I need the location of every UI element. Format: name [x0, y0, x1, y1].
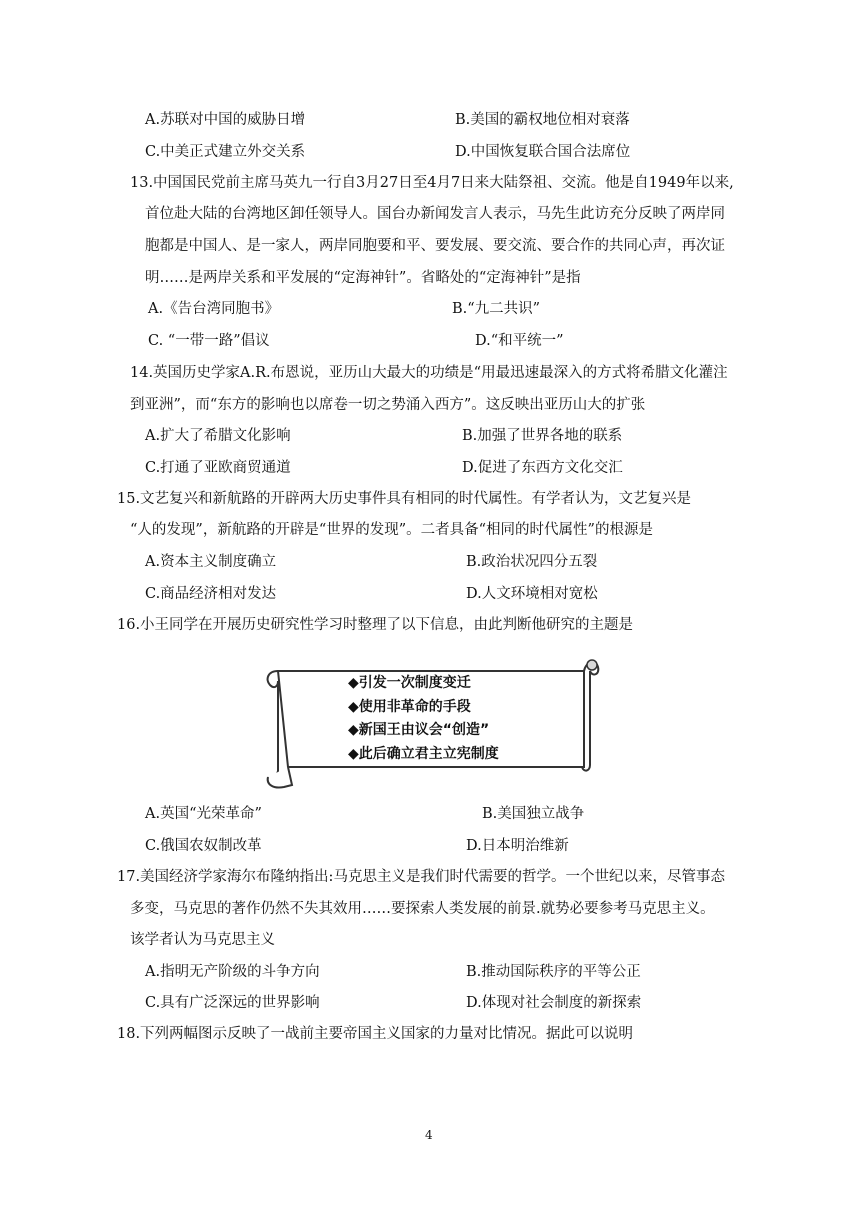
q12-option-b: B.美国的霸权地位相对衰落 — [455, 112, 630, 128]
q16-option-c: C.俄国农奴制改革 — [145, 838, 262, 854]
q15-option-a: A.资本主义制度确立 — [145, 554, 277, 570]
q12-option-d: D.中国恢复联合国合法席位 — [455, 144, 631, 160]
q17-option-b: B.推动国际秩序的平等公正 — [466, 964, 641, 980]
q17-stem-line2: 多变，马克思的著作仍然不失其效用……要探索人类发展的前景.就势必要参考马克思主义。 — [130, 901, 715, 917]
q14-option-d: D.促进了东西方文化交汇 — [462, 460, 623, 476]
q16-option-d: D.日本明治维新 — [466, 838, 569, 854]
q16-stem-line1: 16.小王同学在开展历史研究性学习时整理了以下信息，由此判断他研究的主题是 — [117, 617, 634, 633]
q13-stem-line1: 13.中国国民党前主席马英九一行自3月27日至4月7日来大陆祭祖、交流。他是自1949年以来, — [130, 175, 734, 191]
q15-option-d: D.人文环境相对宽松 — [466, 586, 598, 602]
scroll-item: ◆使用非革命的手段 — [348, 698, 471, 715]
q17-option-c: C.具有广泛深远的世界影响 — [145, 995, 320, 1011]
q13-option-b: B.“九二共识” — [452, 301, 541, 317]
q14-stem-line2: 到亚洲”，而“东方的影响也以席卷一切之势涌入西方”。这反映出亚历山大的扩张 — [130, 397, 646, 413]
q14-option-c: C.打通了亚欧商贸通道 — [145, 460, 291, 476]
q14-option-a: A.扩大了希腊文化影响 — [145, 428, 291, 444]
q16-option-a: A.英国“光荣革命” — [145, 806, 262, 822]
q15-option-c: C.商品经济相对发达 — [145, 586, 277, 602]
q16-option-b: B.美国独立战争 — [482, 806, 585, 822]
q15-stem-line2: “人的发现”，新航路的开辟是“世界的发现”。二者具备“相同的时代属性”的根源是 — [130, 522, 653, 538]
q13-stem-line4: 明……是两岸关系和平发展的“定海神针”。省略处的“定海神针”是指 — [145, 270, 581, 286]
q17-option-a: A.指明无产阶级的斗争方向 — [145, 964, 320, 980]
q15-option-b: B.政治状况四分五裂 — [466, 554, 598, 570]
page-number: 4 — [425, 1128, 433, 1142]
q17-stem-line3: 该学者认为马克思主义 — [130, 932, 275, 948]
q14-option-b: B.加强了世界各地的联系 — [462, 428, 623, 444]
q13-option-d: D.“和平统一” — [475, 333, 564, 349]
scroll-item: ◆此后确立君主立宪制度 — [348, 745, 499, 762]
q17-stem-line1: 17.美国经济学家海尔布隆纳指出:马克思主义是我们时代需要的哲学。一个世纪以来，尽管事态 — [117, 869, 725, 885]
q12-option-a: A.苏联对中国的威胁日增 — [145, 112, 306, 128]
q15-stem-line1: 15.文艺复兴和新航路的开辟两大历史事件具有相同的时代属性。有学者认为，文艺复兴是 — [117, 491, 692, 507]
scroll-item: ◆新国王由议会“创造” — [348, 722, 490, 738]
scroll-item: ◆引发一次制度变迁 — [348, 675, 471, 691]
q13-option-a: A.《告台湾同胞书》 — [148, 301, 280, 317]
q14-stem-line1: 14.英国历史学家A.R.布恩说，亚历山大最大的功绩是“用最迅速最深入的方式将希腊文化灌注 — [130, 365, 728, 381]
q13-stem-line2: 首位赴大陆的台湾地区卸任领导人。国台办新闻发言人表示，马先生此访充分反映了两岸同 — [145, 206, 725, 222]
q12-option-c: C.中美正式建立外交关系 — [145, 144, 306, 160]
q13-stem-line3: 胞都是中国人、是一家人，两岸同胞要和平、要发展、要交流、要合作的共同心声，再次证 — [145, 238, 725, 254]
q17-option-d: D.体现对社会制度的新探索 — [466, 995, 642, 1011]
q13-option-c: C. “一带一路”倡议 — [148, 333, 270, 349]
scroll-item-list — [348, 672, 499, 766]
q18-stem-line1: 18.下列两幅图示反映了一战前主要帝国主义国家的力量对比情况。据此可以说明 — [117, 1026, 634, 1042]
